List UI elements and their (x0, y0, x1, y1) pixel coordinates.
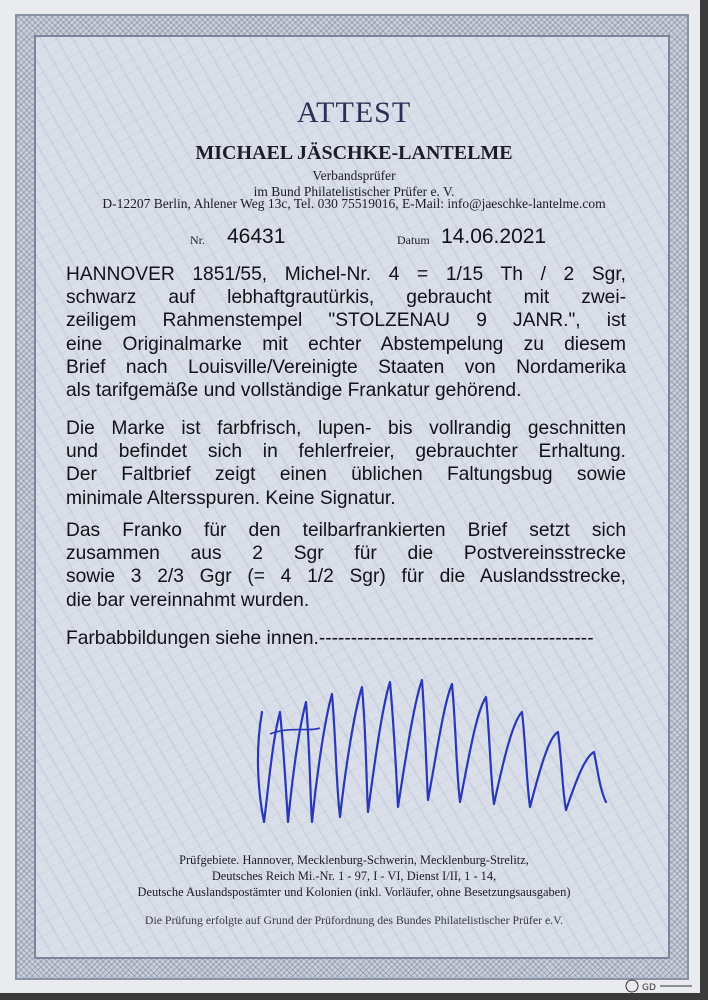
nr-label: Nr. (190, 233, 205, 247)
text-line: minimale Altersspuren. Keine Signatur. (66, 487, 396, 509)
examiner-role: Verbandsprüfer (312, 168, 396, 183)
certificate-title: ATTEST (296, 96, 412, 129)
footer-note: Die Prüfung erfolgte auf Grund der Prüfordnung des Bundes Philatelistischer Prüfer e.V. (144, 913, 564, 927)
paragraph-1 (66, 263, 626, 402)
text-line: eine Originalmarke mit echter Abstempelung zu diesem (66, 333, 626, 355)
footer-line-3: Deutsche Auslandspostämter und Kolonien (inkl. Vorläufer, ohne Besetzungsausgaben) (137, 885, 571, 899)
footer-line-1: Prüfgebiete. Hannover, Mecklenburg-Schwerin, Mecklenburg-Strelitz, (179, 853, 529, 867)
text-line: zeiligem Rahmenstempel "STOLZENAU 9 JANR.", ist (66, 310, 626, 332)
text-line: sowie 3 2/3 Ggr (= 4 1/2 Sgr) für die Auslandsstrecke, (66, 566, 626, 588)
gd-stamp-icon (624, 978, 694, 994)
text-line: schwarz auf lebhaftgrautürkis, gebraucht mit zwei- (66, 287, 626, 309)
examiner-association: im Bund Philatelistischer Prüfer e. V. (253, 184, 455, 199)
nr-value: 46431 (227, 225, 286, 248)
text-line: Farbabbildungen siehe innen.------------------------------------------- (66, 628, 594, 649)
paragraph-3 (66, 519, 626, 612)
date-label: Datum (397, 233, 430, 247)
text-line: Brief nach Louisville/Vereinigte Staaten von Nordamerika (66, 356, 626, 378)
svg-text:GD: GD (642, 983, 656, 993)
text-line: Der Faltbrief zeigt einen üblichen Faltungsbug sowie (66, 464, 626, 486)
signature-icon (250, 672, 620, 842)
text-line: die bar vereinnahmt wurden. (66, 589, 310, 611)
text-line: als tarifgemäße und vollständige Frankatur gehörend. (66, 380, 522, 402)
paragraph-2 (66, 417, 626, 510)
text-line: und befindet sich in fehlerfreier, gebrauchter Erhaltung. (66, 441, 626, 463)
text-line: HANNOVER 1851/55, Michel-Nr. 4 = 1/15 Th / 2 Sgr, (66, 264, 626, 285)
examiner-address: D-12207 Berlin, Ahlener Weg 13c, Tel. 030 75519016, E-Mail: info@jaeschke-lantelme.com (102, 196, 606, 211)
footer-line-2: Deutsches Reich Mi.-Nr. 1 - 97, I - VI, Dienst I/II, 1 - 14, (211, 869, 497, 883)
text-line: Das Franko für den teilbarfrankierten Brief setzt sich (66, 520, 626, 541)
examiner-name: MICHAEL JÄSCHKE-LANTELME (195, 142, 513, 164)
paragraph-4 (66, 627, 626, 650)
date-value: 14.06.2021 (441, 225, 547, 248)
text-line: Die Marke ist farbfrisch, lupen- bis vollrandig geschnitten (66, 418, 626, 439)
text-line: zusammen aus 2 Sgr für die Postvereinsstrecke (66, 543, 626, 565)
